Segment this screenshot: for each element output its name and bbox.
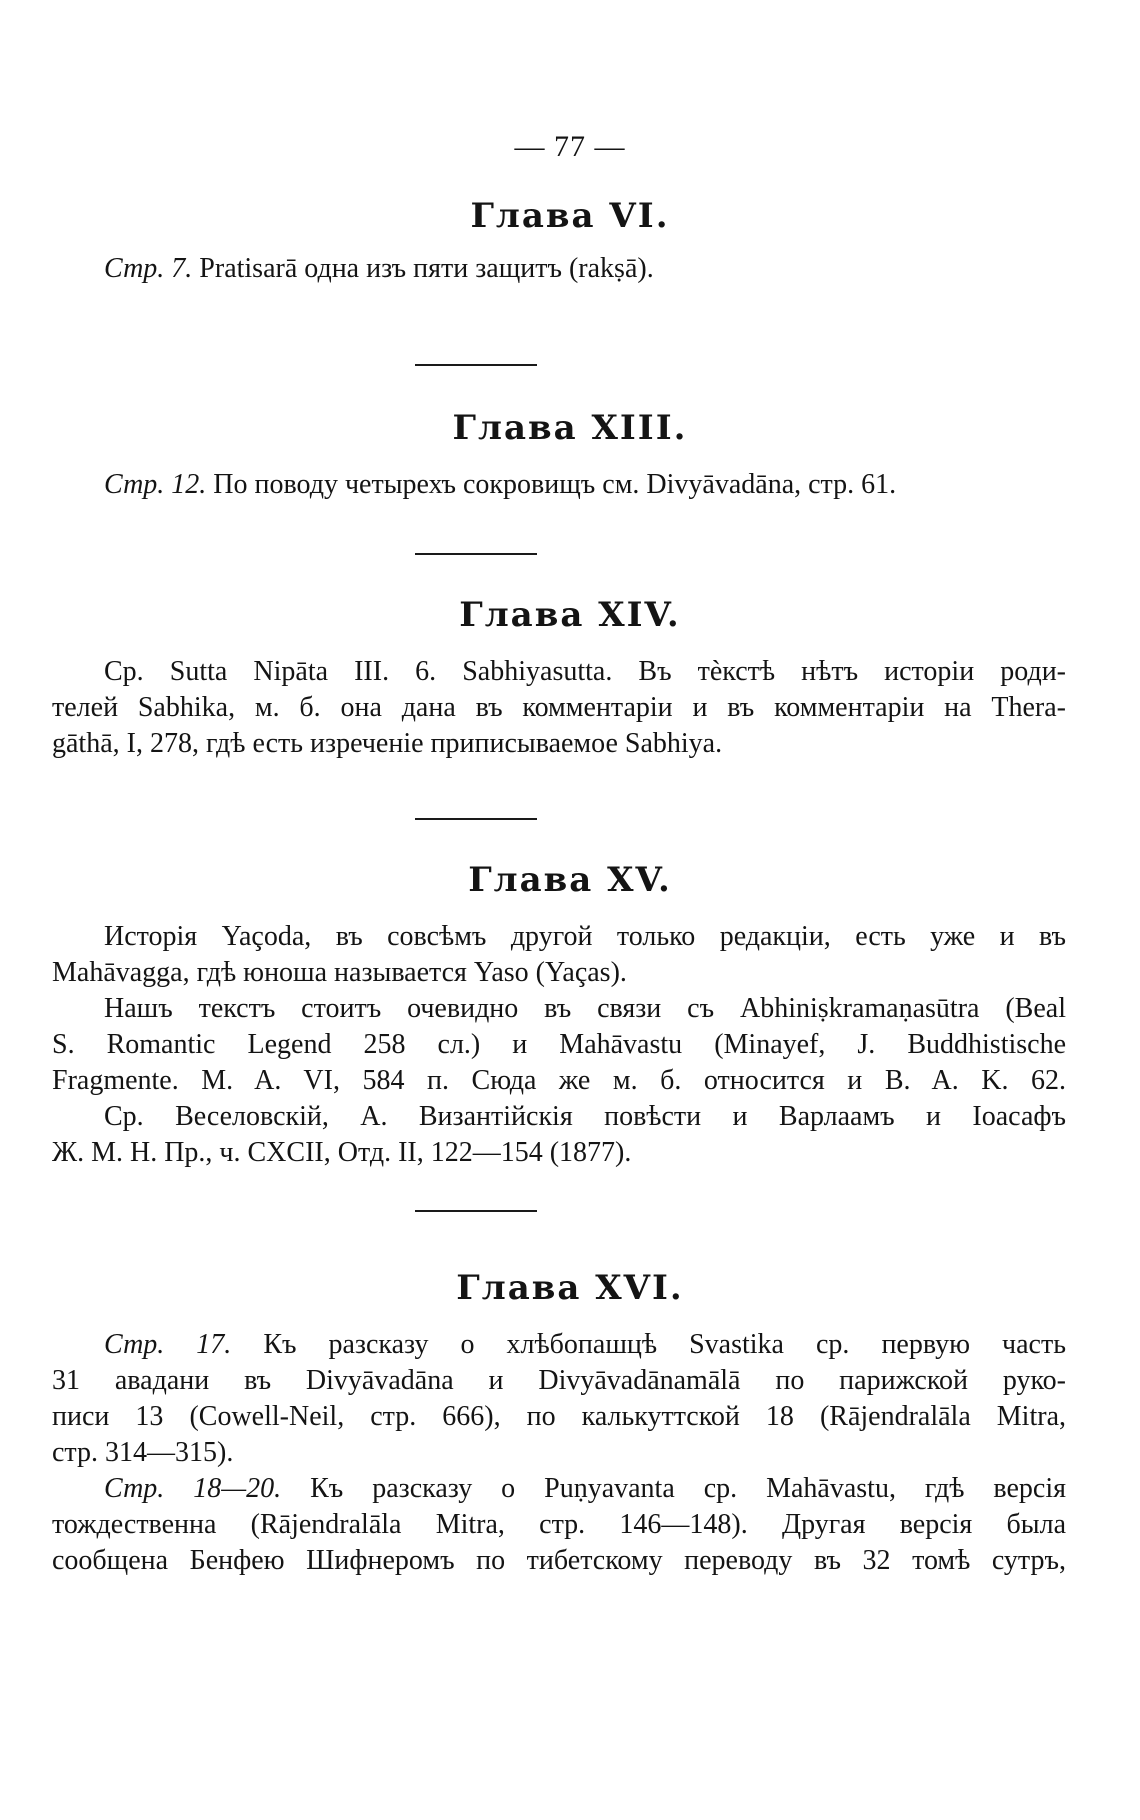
text-line: Исторія Yaçoda, въ совсѣмъ другой только редакціи, есть уже и въ <box>104 921 1066 952</box>
page-reference: Стр. 7. <box>104 253 193 284</box>
line-text: Къ разсказу о хлѣбопашцѣ Svastika ср. первую часть <box>231 1329 1066 1360</box>
chapter-heading-xv: Глава XV. <box>468 860 672 900</box>
text-line: телей Sabhika, м. б. она дана въ комментаріи и въ комментаріи на Thera- <box>52 692 1066 723</box>
text-line: тождественна (Rājendralāla Mitra, стр. 146—148). Другая версія была <box>52 1509 1066 1540</box>
text-line: писи 13 (Cowell-Neil, стр. 666), по калькуттской 18 (Rājendralāla Mitra, <box>52 1401 1066 1432</box>
text-line: Ж. М. Н. Пр., ч. CXCII, Отд. II, 122—154 (1877). <box>52 1137 632 1168</box>
page-reference: Стр. 12. <box>104 469 207 500</box>
chapter-vi-text <box>52 251 1066 287</box>
page-number: — 77 — <box>514 130 626 163</box>
chapter-heading-vi: Глава VI. <box>470 196 670 236</box>
page-reference: Стр. 18—20. <box>104 1473 282 1504</box>
text-line <box>52 467 1066 503</box>
section-divider <box>415 553 537 555</box>
text-line: Нашъ текстъ стоитъ очевидно въ связи съ Abhiniṣkramaṇasūtra (Beal <box>104 993 1066 1024</box>
text-line: сообщена Бенфею Шифнеромъ по тибетскому переводу въ 32 томѣ сутръ, <box>52 1545 1066 1576</box>
line-text: Pratisarā одна изъ пяти защитъ (rakṣā). <box>192 253 654 284</box>
text-line: Fragmente. M. A. VI, 584 п. Сюда же м. б. относится и B. A. K. 62. <box>52 1065 1066 1096</box>
chapter-xiv-text <box>52 654 1066 762</box>
section-divider <box>415 818 537 820</box>
section-divider <box>415 364 537 366</box>
text-line <box>52 251 1066 287</box>
text-line: S. Romantic Legend 258 сл.) и Mahāvastu (Minayef, J. Buddhistische <box>52 1029 1066 1060</box>
chapter-heading-xvi: Глава XVI. <box>456 1268 684 1308</box>
text-line: 31 авадани въ Divyāvadāna и Divyāvadānamālā по парижской руко- <box>52 1365 1066 1396</box>
page-reference: Стр. 17. <box>104 1329 232 1360</box>
section-divider <box>415 1210 537 1212</box>
chapter-xv-text <box>52 919 1066 1171</box>
chapter-xvi-text <box>52 1327 1066 1579</box>
chapter-heading-xiii: Глава XIII. <box>452 408 688 448</box>
text-line <box>52 1471 1066 1507</box>
line-text: По поводу четырехъ сокровищъ см. Divyāvadāna, стр. 61. <box>206 469 897 500</box>
chapter-heading-xiv: Глава XIV. <box>459 595 681 635</box>
chapter-xiii-text <box>52 467 1066 503</box>
text-line <box>52 1327 1066 1363</box>
text-line: стр. 314—315). <box>52 1437 234 1468</box>
line-text: Къ разсказу о Puṇyavanta ср. Mahāvastu, гдѣ версія <box>281 1473 1066 1504</box>
text-line: Ср. Sutta Nipāta III. 6. Sabhiyasutta. Въ тѐкстѣ нѣтъ исторіи роди- <box>104 656 1066 687</box>
text-line: Mahāvagga, гдѣ юноша называется Yaso (Yaças). <box>52 957 627 988</box>
text-line: Ср. Веселовскій, А. Византійскія повѣсти и Варлаамъ и Іоасафъ <box>104 1101 1066 1132</box>
text-line: gāthā, I, 278, гдѣ есть изреченіе приписываемое Sabhiya. <box>52 728 723 759</box>
